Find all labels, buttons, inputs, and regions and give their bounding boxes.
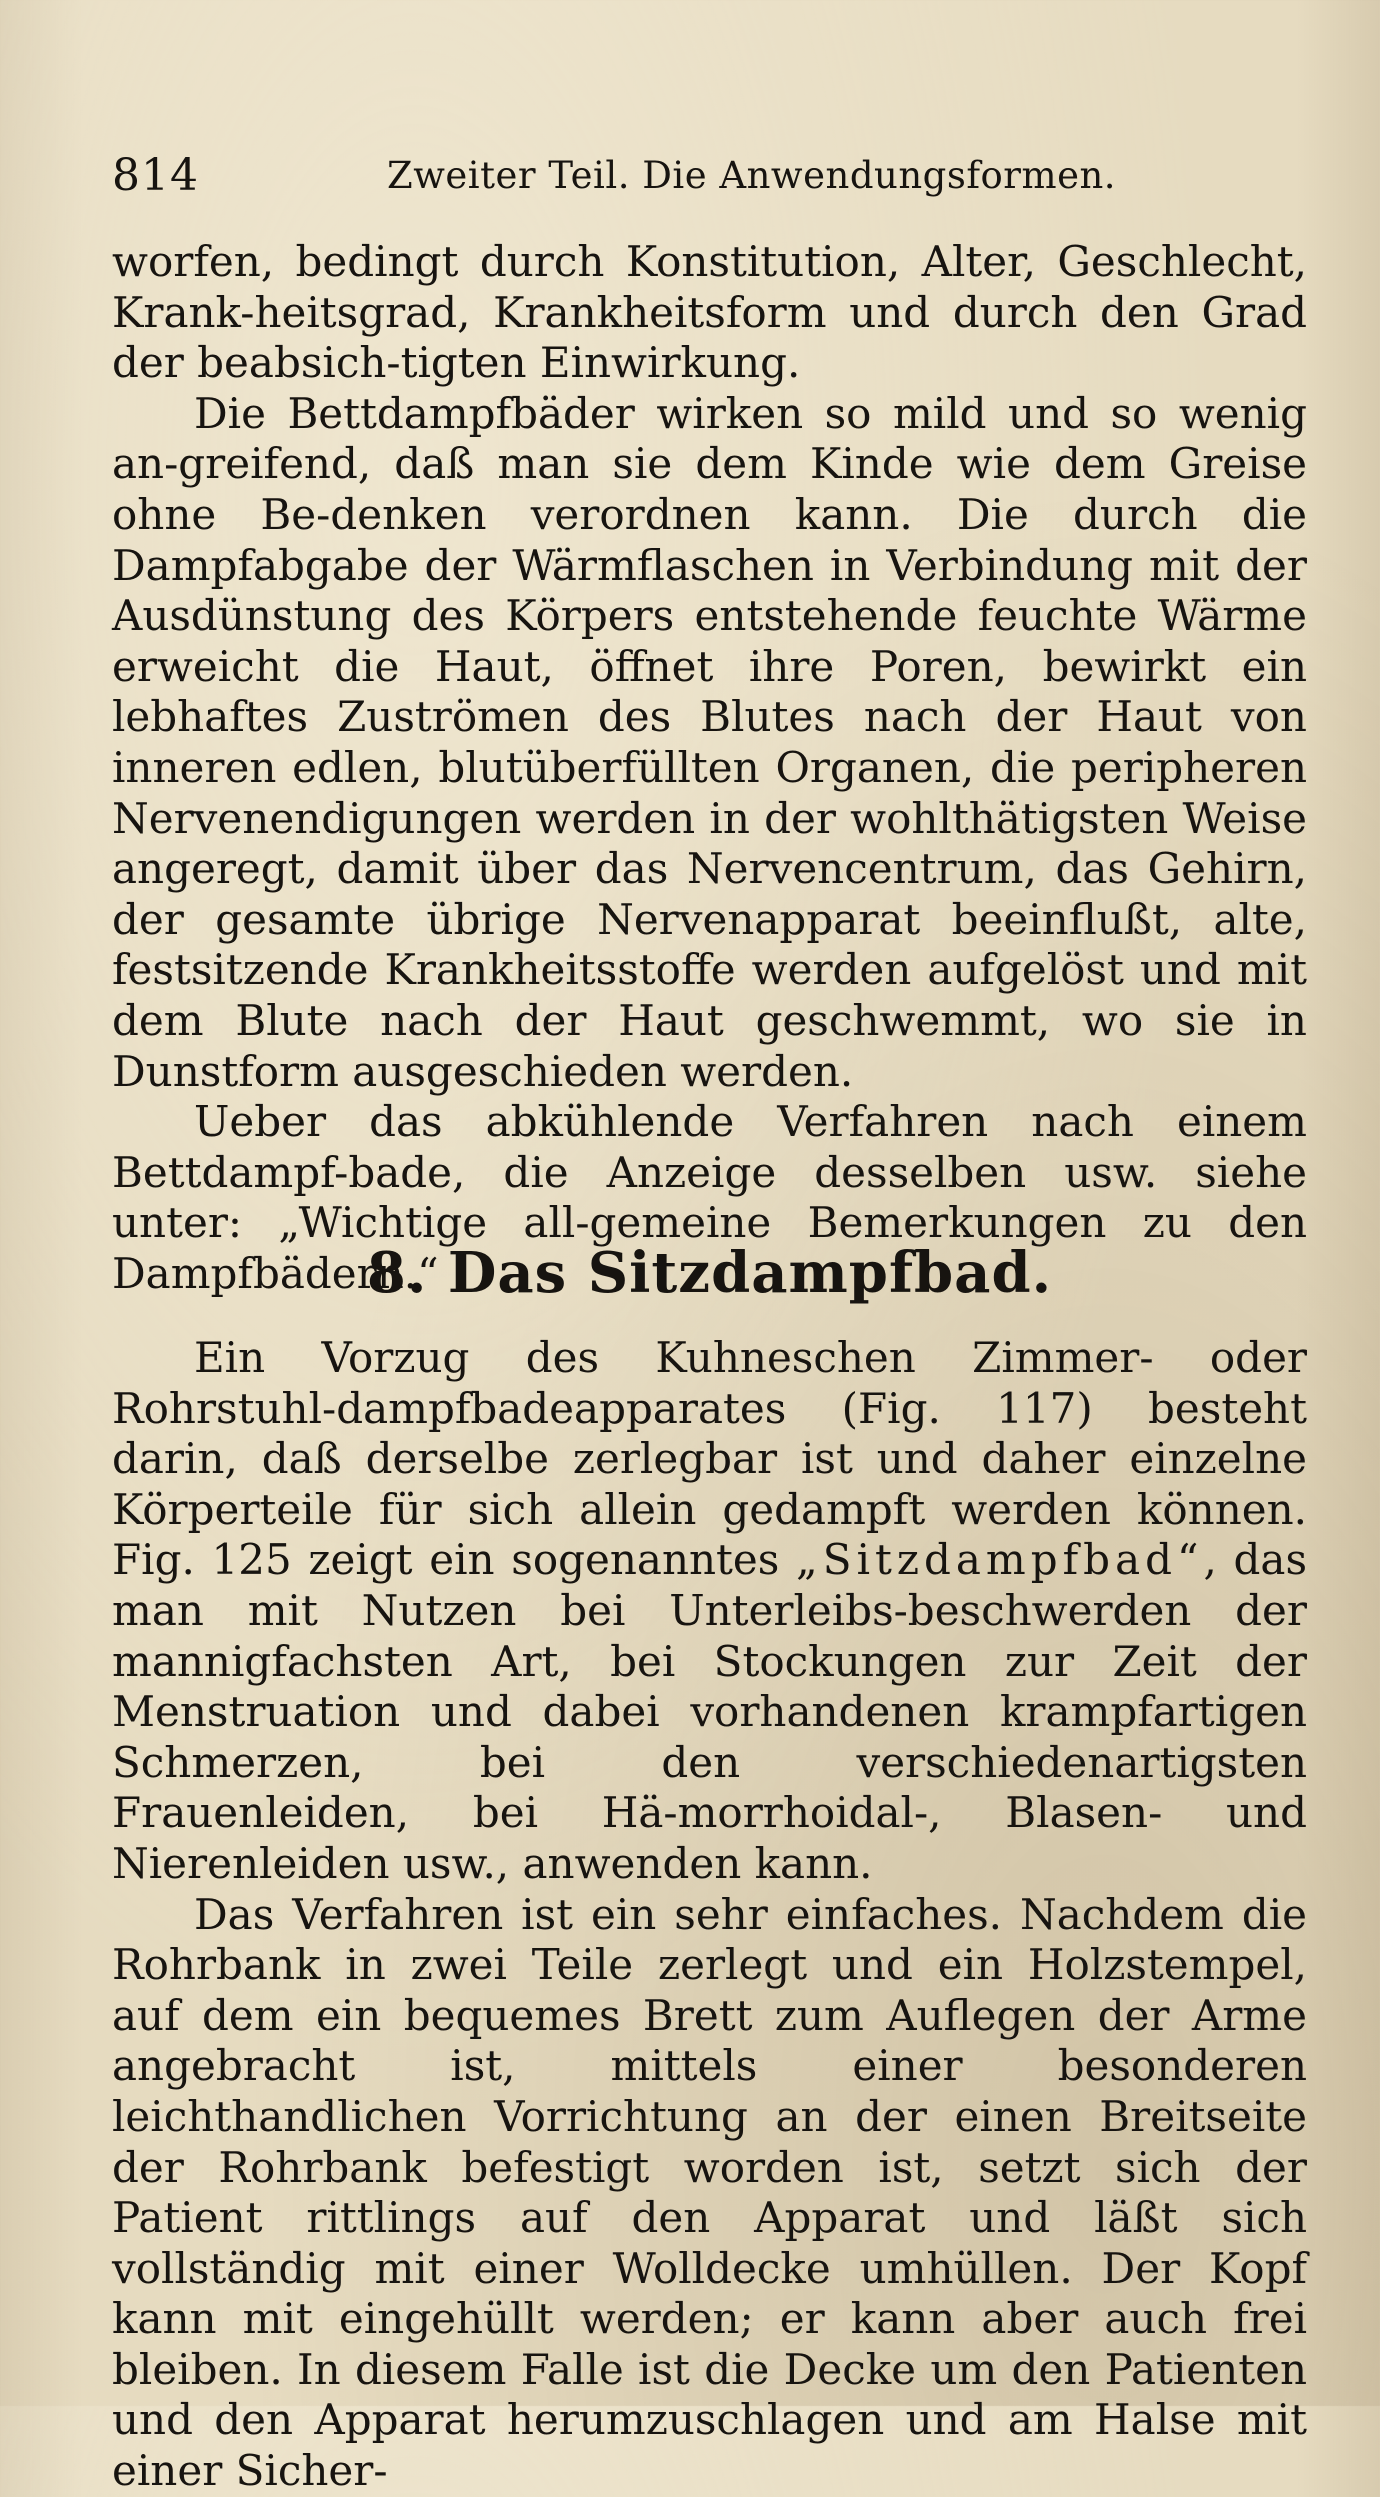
text-block-before-heading: [112, 237, 1307, 1299]
running-head: [112, 150, 1192, 210]
page-number: 814: [112, 150, 199, 201]
paragraph-vorzug: [112, 1333, 1307, 1890]
paragraph-verfahren: Das Verfahren ist ein sehr einfaches. Nachdem die Rohrbank in zwei Teile zerlegt und ein Holzstempel, auf dem ein bequemes Brett zum Auflegen der Arme angebracht ist, mittels einer besonderen leichthandlichen Vorrichtung an der einen Breitseite der Rohrbank befestigt worden ist, setzt sich der Patient rittlings auf den Apparat und läßt sich vollständig mit einer Wolldecke umhüllen. Der Kopf kann mit eingehüllt werden; er kann aber auch frei bleiben. In diesem Falle ist die Decke um den Patienten und den Apparat herumzuschlagen und am Halse mit einer Sicher-: [112, 1889, 1307, 2496]
text-block-sitzdampfbad: [112, 1333, 1307, 2497]
spaced-term-sitzdampfbad: „Sitzdampfbad“: [796, 1535, 1204, 1585]
paragraph-vorzug-part-1: Ein Vorzug des Kuhneschen Zimmer- oder Rohrstuhl-dampfbadeapparates (Fig. 117) besteht darin, daß derselbe zerlegbar ist und daher einzelne Körperteile für sich allein gedampft werden können. Fig. 125 zeigt ein sogenanntes: [112, 1333, 1307, 1585]
section-heading: 8. Das Sitzdampfbad.: [366, 1240, 1053, 1306]
paragraph-continuation: worfen, bedingt durch Konstitution, Alter, Geschlecht, Krank-heitsgrad, Krankheitsform und durch den Grad der beabsich-tigten Einwirkung.: [112, 237, 1307, 388]
paragraph-vorzug-part-2: , das man mit Nutzen bei Unterleibs-beschwerden der mannigfachsten Art, bei Stockungen zur Zeit der Menstruation und dabei vorhandenen krampfartigen Schmerzen, bei den verschiedenartigsten Frauenleiden, bei Hä-morrhoidal-, Blasen- und Nierenleiden usw., anwenden kann.: [112, 1535, 1307, 1888]
paragraph-bettdampfbaeder: Die Bettdampfbäder wirken so mild und so wenig an-greifend, daß man sie dem Kinde wie dem Greise ohne Be-denken verordnen kann. Die durch die Dampfabgabe der Wärmflaschen in Verbindung mit der Ausdünstung des Körpers entstehende feuchte Wärme erweicht die Haut, öffnet ihre Poren, bewirkt ein lebhaftes Zuströmen des Blutes nach der Haut von inneren edlen, blutüberfüllten Organen, die peripheren Nervenendigungen werden in der wohlthätigsten Weise angeregt, damit über das Nervencentrum, das Gehirn, der gesamte übrige Nervenapparat beeinflußt, alte, festsitzende Krankheitsstoffe werden aufgelöst und mit dem Blute nach der Haut geschwemmt, wo sie in Dunstform ausgeschieden werden.: [112, 388, 1307, 1096]
running-head-title: Zweiter Teil. Die Anwendungsformen.: [387, 154, 1117, 197]
paragraph-abkuehlendes-verfahren: Ueber das abkühlende Verfahren nach einem Bettdampf-bade, die Anzeige desselben usw. siehe unter: „Wichtige all-gemeine Bemerkungen zu den Dampfbädern.“: [112, 1097, 1307, 1298]
